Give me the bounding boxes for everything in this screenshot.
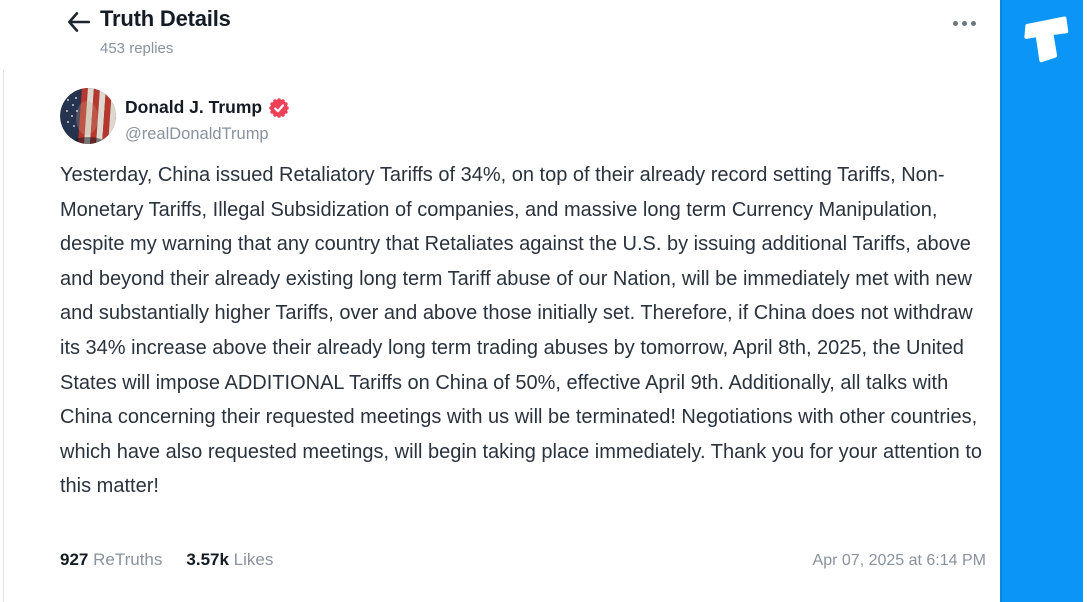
post-stats [60, 550, 273, 570]
brand-bar [1000, 0, 1083, 602]
author-handle[interactable]: @realDonaldTrump [125, 125, 269, 143]
ellipsis-icon [953, 21, 976, 26]
american-flag-portrait-icon [60, 131, 116, 144]
page-title: Truth Details [100, 6, 231, 31]
author-row [125, 97, 289, 118]
retruths-count: 927 [60, 550, 89, 569]
replies-count: 453 replies [100, 40, 174, 57]
post-timestamp: Apr 07, 2025 at 6:14 PM [812, 552, 986, 569]
retruths-stat[interactable] [60, 550, 162, 570]
arrow-left-icon [65, 9, 91, 38]
verified-badge-icon [269, 98, 289, 118]
back-button[interactable] [62, 7, 94, 39]
retruths-label: ReTruths [93, 550, 163, 569]
more-options-button[interactable] [944, 10, 984, 36]
left-edge-divider [3, 0, 4, 602]
truth-social-logo-icon [1016, 6, 1072, 68]
header [0, 0, 1000, 70]
likes-stat[interactable] [186, 550, 273, 570]
post-body: Yesterday, China issued Retaliatory Tariffs of 34%, on top of their already record setting Tariffs, Non-Monetary Tariffs, Illegal Subsidization of companies, and massive long term Currency Manipulation, despite my warning that any country that Retaliates against the U.S. by issuing additional Tariffs, above and beyond their already existing long term Tariff abuse of our Nation, will be immediately met with new and substantially higher Tariffs, over and above those initially set. Therefore, if China does not withdraw its 34% increase above their already long term trading abuses by tomorrow, April 8th, 2025, the United States will impose ADDITIONAL Tariffs on China of 50%, effective April 9th. Additionally, all talks with China concerning their requested meetings with us will be terminated! Negotiations with other countries, which have also requested meetings, will begin taking place immediately. Thank you for your attention to this matter! [60, 164, 988, 498]
likes-count: 3.57k [186, 550, 229, 569]
post-footer [60, 550, 986, 570]
author-name[interactable]: Donald J. Trump [125, 97, 263, 117]
avatar[interactable] [60, 88, 116, 144]
likes-label: Likes [233, 550, 274, 569]
